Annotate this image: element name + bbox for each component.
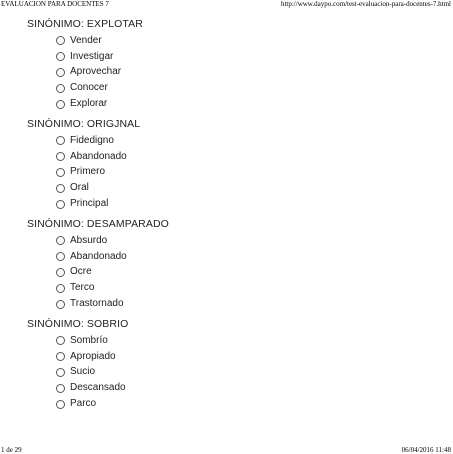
answer-label: Principal [70, 198, 109, 210]
radio-button[interactable] [56, 68, 65, 77]
answer-label: Vender [70, 34, 102, 46]
answer-option[interactable] [56, 196, 140, 212]
radio-button[interactable] [56, 300, 65, 309]
radio-button[interactable] [56, 200, 65, 209]
radio-button[interactable] [56, 236, 65, 245]
radio-button[interactable] [56, 252, 65, 261]
radio-button[interactable] [56, 52, 65, 61]
answer-option[interactable] [56, 249, 169, 265]
question-title: SINÓNIMO: ORIGJNAL [27, 118, 141, 130]
question-title: SINÓNIMO: DESAMPARADO [27, 218, 169, 230]
radio-button[interactable] [56, 384, 65, 393]
radio-button[interactable] [56, 336, 65, 345]
answer-option[interactable] [56, 396, 128, 412]
radio-button[interactable] [56, 84, 65, 93]
answer-option[interactable] [56, 233, 169, 249]
answer-option[interactable] [56, 65, 143, 81]
radio-button[interactable] [56, 268, 65, 277]
radio-button[interactable] [56, 400, 65, 409]
answer-option[interactable] [56, 180, 140, 196]
question-3 [27, 217, 169, 312]
page-title: EVALUACION PARA DOCENTES 7 [1, 0, 109, 8]
answer-label: Aprovechar [70, 66, 122, 78]
page-counter: 1 de 29 [1, 446, 22, 454]
answer-option[interactable] [56, 265, 169, 281]
answer-option[interactable] [56, 80, 143, 96]
question-1 [27, 17, 143, 112]
answer-label: Descansado [70, 382, 126, 394]
answer-option[interactable] [56, 149, 140, 165]
answer-label: Parco [70, 398, 97, 410]
radio-button[interactable] [56, 168, 65, 177]
question-2 [27, 117, 140, 212]
page-url: http://www.daypo.com/test-evaluacion-para-docentes-7.html [280, 0, 451, 8]
answer-option[interactable] [56, 380, 128, 396]
radio-button[interactable] [56, 284, 65, 293]
radio-button[interactable] [56, 100, 65, 109]
print-header [0, 0, 453, 10]
answer-option[interactable] [56, 133, 140, 149]
answer-label: Apropiado [70, 350, 116, 362]
question-title: SINÓNIMO: SOBRIO [27, 318, 129, 330]
answer-option[interactable] [56, 280, 169, 296]
answer-option[interactable] [56, 296, 169, 312]
answer-option[interactable] [56, 33, 143, 49]
answer-label: Terco [70, 282, 95, 294]
answer-option[interactable] [56, 333, 128, 349]
answer-label: Investigar [70, 50, 114, 62]
radio-button[interactable] [56, 152, 65, 161]
answer-label: Explorar [70, 98, 108, 110]
answer-label: Sombrío [70, 334, 108, 346]
answer-label: Fidedigno [70, 134, 114, 146]
answer-label: Primero [70, 166, 106, 178]
answer-label: Oral [70, 182, 89, 194]
radio-button[interactable] [56, 368, 65, 377]
answer-option[interactable] [56, 96, 143, 112]
answer-option[interactable] [56, 165, 140, 181]
radio-button[interactable] [56, 352, 65, 361]
question-title: SINÓNIMO: EXPLOTAR [27, 18, 143, 30]
answer-label: Trastornado [70, 298, 124, 310]
answer-label: Abandonado [70, 250, 127, 262]
answer-option[interactable] [56, 49, 143, 65]
answer-label: Abandonado [70, 150, 127, 162]
question-4 [27, 317, 128, 412]
radio-button[interactable] [56, 36, 65, 45]
answer-label: Sucio [70, 366, 96, 378]
answer-label: Absurdo [70, 234, 108, 246]
answer-label: Ocre [70, 266, 92, 278]
radio-button[interactable] [56, 184, 65, 193]
print-timestamp: 06/04/2016 11:48 [401, 446, 451, 454]
radio-button[interactable] [56, 136, 65, 145]
answer-label: Conocer [70, 82, 108, 94]
answer-option[interactable] [56, 365, 128, 381]
answer-option[interactable] [56, 349, 128, 365]
